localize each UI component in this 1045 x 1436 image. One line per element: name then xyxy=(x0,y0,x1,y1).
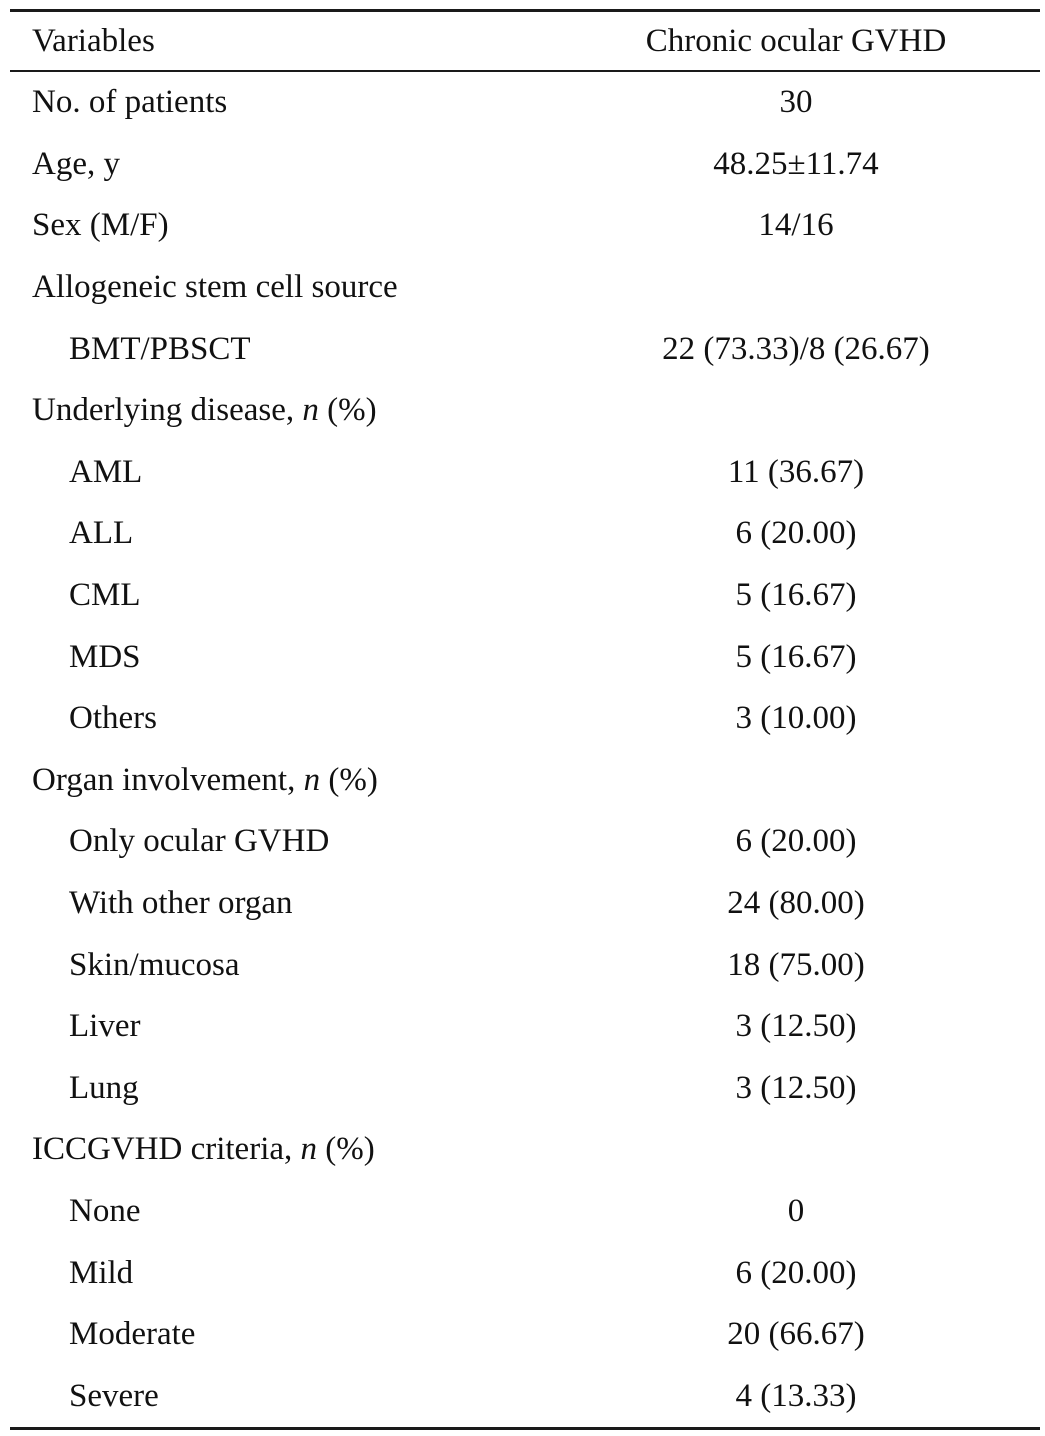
table-row xyxy=(10,873,1040,935)
row-label: BMT/PBSCT xyxy=(69,330,251,367)
table-row xyxy=(10,1365,1040,1427)
table-row xyxy=(10,996,1040,1058)
row-label: Skin/mucosa xyxy=(69,946,240,983)
row-label: Sex (M/F) xyxy=(32,207,169,244)
row-value: 3 (10.00) xyxy=(735,700,857,737)
row-value: 6 (20.00) xyxy=(735,823,857,860)
table-section-row xyxy=(10,1119,1040,1181)
table-row xyxy=(10,811,1040,873)
table-row xyxy=(10,442,1040,504)
table-row xyxy=(10,503,1040,565)
row-value: 48.25±11.74 xyxy=(713,145,879,182)
row-value: 20 (66.67) xyxy=(727,1316,865,1353)
row-label: MDS xyxy=(69,638,141,675)
row-label: Age, y xyxy=(32,145,120,182)
section-label-suffix: (%) xyxy=(320,761,378,798)
row-value: 5 (16.67) xyxy=(735,638,857,675)
table-row xyxy=(10,1304,1040,1366)
row-value: 30 xyxy=(779,84,813,121)
row-label: Lung xyxy=(69,1069,139,1106)
table-row xyxy=(10,688,1040,750)
section-label-suffix: (%) xyxy=(317,1131,375,1168)
table-section-row xyxy=(10,380,1040,442)
row-value: 0 xyxy=(787,1192,805,1229)
row-label: Moderate xyxy=(69,1316,196,1353)
row-value: 3 (12.50) xyxy=(735,1008,857,1045)
section-label-text: Organ involvement, xyxy=(32,761,304,798)
row-value: 18 (75.00) xyxy=(727,946,865,983)
table-section-row xyxy=(10,750,1040,812)
table-row xyxy=(10,1058,1040,1120)
section-label-n: n xyxy=(302,392,319,429)
row-label: Severe xyxy=(69,1377,159,1414)
section-label-n: n xyxy=(300,1131,318,1168)
row-label: None xyxy=(69,1192,141,1229)
row-value: 4 (13.33) xyxy=(735,1377,857,1414)
row-label: Mild xyxy=(69,1254,134,1291)
table-row xyxy=(10,72,1040,134)
table-header-row xyxy=(10,12,1040,70)
table-row xyxy=(10,934,1040,996)
row-label: ALL xyxy=(69,515,134,552)
table-row xyxy=(10,565,1040,627)
header-variables: Variables xyxy=(32,22,155,59)
table-row xyxy=(10,1181,1040,1243)
row-value: 22 (73.33)/8 (26.67) xyxy=(662,330,930,367)
section-label xyxy=(10,1133,570,1166)
row-label: CML xyxy=(69,577,141,614)
row-label: With other organ xyxy=(69,885,293,922)
table-section-row xyxy=(10,257,1040,319)
table-body xyxy=(10,72,1040,1427)
row-value: 5 (16.67) xyxy=(735,577,857,614)
row-value: 24 (80.00) xyxy=(727,885,865,922)
table-row xyxy=(10,318,1040,380)
section-label-text: ICCGVHD criteria, xyxy=(32,1131,301,1168)
table-row xyxy=(10,1242,1040,1304)
header-chronic-ocular-gvhd: Chronic ocular GVHD xyxy=(645,22,947,59)
table-row xyxy=(10,626,1040,688)
row-value: 11 (36.67) xyxy=(727,453,865,490)
table-row xyxy=(10,134,1040,196)
row-label: Others xyxy=(69,700,157,737)
row-value: 3 (12.50) xyxy=(735,1069,857,1106)
section-label: Allogeneic stem cell source xyxy=(32,269,398,306)
section-label-n: n xyxy=(303,761,321,798)
table-row xyxy=(10,195,1040,257)
row-label: Only ocular GVHD xyxy=(69,823,330,860)
row-label: No. of patients xyxy=(32,84,228,121)
section-label xyxy=(10,761,570,798)
characteristics-table xyxy=(10,0,1040,1430)
row-value: 6 (20.00) xyxy=(735,1254,857,1291)
row-value: 14/16 xyxy=(758,207,834,244)
section-label xyxy=(10,394,570,427)
row-label: Liver xyxy=(69,1008,141,1045)
table-bottom-rule xyxy=(10,1427,1040,1430)
row-value: 6 (20.00) xyxy=(735,515,857,552)
section-label-suffix: (%) xyxy=(318,392,377,429)
section-label-text: Underlying disease, xyxy=(32,392,303,429)
row-label: AML xyxy=(69,453,143,490)
